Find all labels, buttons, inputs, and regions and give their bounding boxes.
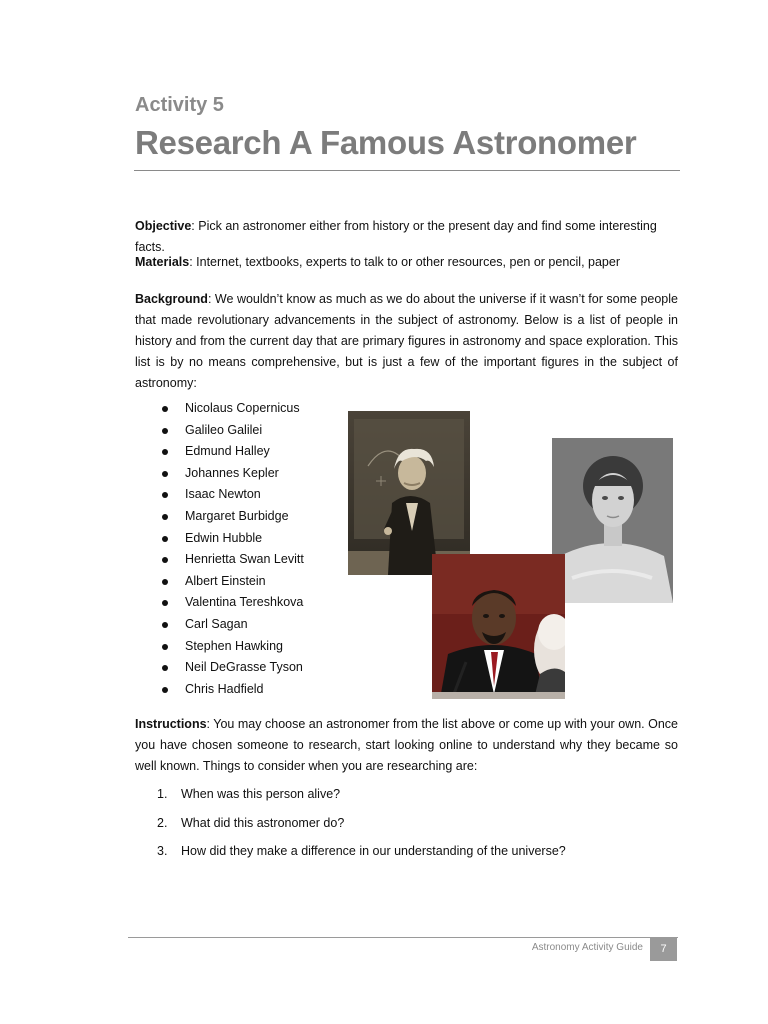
bullet-icon xyxy=(162,536,168,542)
instructions-label: Instructions xyxy=(135,717,207,731)
list-item-text: Johannes Kepler xyxy=(185,465,279,480)
background-label: Background xyxy=(135,292,208,306)
bullet-icon xyxy=(162,449,168,455)
objective-label: Objective xyxy=(135,219,192,233)
list-item xyxy=(157,813,566,842)
objective-text: : Pick an astronomer either from history or the present day and find some interesting facts. xyxy=(135,219,657,254)
instructions-paragraph xyxy=(135,714,678,777)
list-item xyxy=(160,506,304,528)
list-item xyxy=(160,636,304,658)
bullet-icon xyxy=(162,471,168,477)
list-item xyxy=(160,484,304,506)
bullet-icon xyxy=(162,406,168,412)
bullet-icon xyxy=(162,687,168,693)
list-item-text: Edwin Hubble xyxy=(185,530,263,545)
list-item-text: Edmund Halley xyxy=(185,444,270,459)
list-item xyxy=(160,398,304,420)
bullet-icon xyxy=(162,579,168,585)
list-item-text: What did this astronomer do? xyxy=(181,815,345,830)
astronomer-list xyxy=(160,398,304,700)
list-item-text: Valentina Tereshkova xyxy=(185,595,304,610)
list-item xyxy=(160,614,304,636)
activity-label: Activity 5 xyxy=(135,94,224,116)
materials-paragraph xyxy=(135,252,678,273)
list-item-text: Carl Sagan xyxy=(185,616,248,631)
background-paragraph xyxy=(135,289,678,394)
bullet-icon xyxy=(162,622,168,628)
list-item xyxy=(160,441,304,463)
list-item xyxy=(160,571,304,593)
materials-text: : Internet, textbooks, experts to talk to or other resources, pen or pencil, paper xyxy=(189,255,620,269)
list-number: 2. xyxy=(157,815,168,830)
list-item-text: How did they make a difference in our understanding of the universe? xyxy=(181,844,566,858)
list-number: 3. xyxy=(157,844,168,858)
levitt-photo xyxy=(552,438,673,603)
instructions-text: : You may choose an astronomer from the list above or come up with your own. Once you have chosen someone to research, start looking online to understand why they became so well known. Things to consider when you are researching are: xyxy=(135,717,678,773)
bullet-icon xyxy=(162,600,168,606)
list-item xyxy=(157,841,566,870)
list-number: 1. xyxy=(157,787,168,801)
list-item xyxy=(160,679,304,701)
list-item-text: Isaac Newton xyxy=(185,487,261,502)
list-item-text: Henrietta Swan Levitt xyxy=(185,552,304,567)
footer-guide-title: Astronomy Activity Guide xyxy=(531,942,643,953)
list-item-text: Chris Hadfield xyxy=(185,681,264,696)
question-list xyxy=(157,784,566,870)
list-item xyxy=(157,784,566,813)
bullet-icon xyxy=(162,665,168,671)
materials-label: Materials xyxy=(135,255,190,269)
background-text: : We wouldn’t know as much as we do about the universe if it wasn’t for some people that made revolutionary advancements in the subject of astronomy. Below is a list of people in history and from the current day that are primary figures in astronomy and space exploration. This list is by no means comprehensive, but is just a few of the important figures in the subject of astronomy: xyxy=(135,292,678,390)
list-item xyxy=(160,657,304,679)
list-item-text: Margaret Burbidge xyxy=(185,508,289,523)
list-item xyxy=(160,420,304,442)
page-number: 7 xyxy=(650,937,677,961)
list-item-text: Albert Einstein xyxy=(185,573,266,588)
bullet-icon xyxy=(162,492,168,498)
bullet-icon xyxy=(162,644,168,650)
einstein-photo xyxy=(348,411,470,575)
list-item-text: Stephen Hawking xyxy=(185,638,283,653)
list-item-text: Neil DeGrasse Tyson xyxy=(185,660,303,675)
list-item xyxy=(160,528,304,550)
tyson-photo xyxy=(432,554,565,699)
footer-divider xyxy=(128,937,678,938)
bullet-icon xyxy=(162,428,168,434)
bullet-icon xyxy=(162,514,168,520)
title-divider xyxy=(134,170,680,171)
list-item-text: When was this person alive? xyxy=(181,787,341,801)
page-title: Research A Famous Astronomer xyxy=(135,124,637,161)
bullet-icon xyxy=(162,557,168,563)
list-item xyxy=(160,592,304,614)
list-item-text: Nicolaus Copernicus xyxy=(185,401,300,415)
list-item xyxy=(160,549,304,571)
list-item-text: Galileo Galilei xyxy=(185,422,263,437)
list-item xyxy=(160,463,304,485)
